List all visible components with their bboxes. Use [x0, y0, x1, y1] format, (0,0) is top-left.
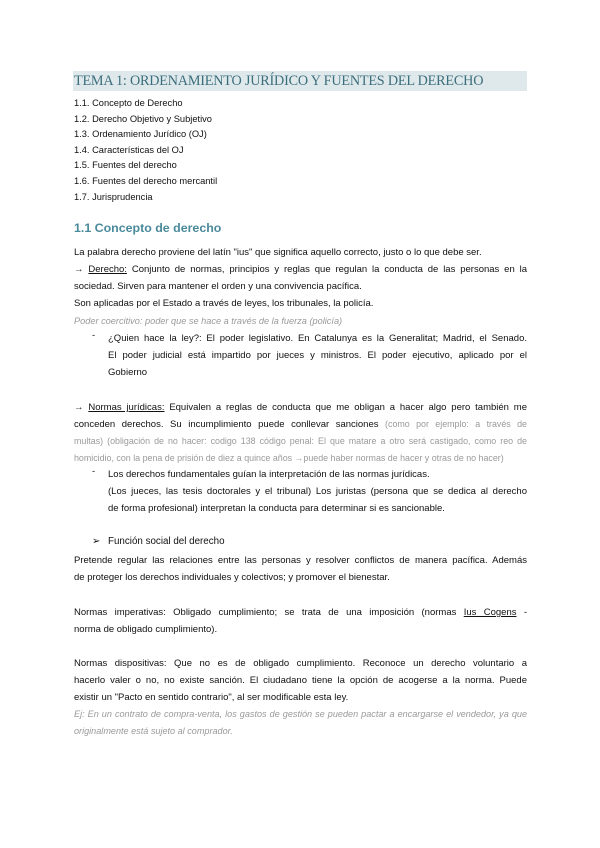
dispositivas-paragraph [74, 655, 527, 706]
normas-line-2-note: (como por ejemplo: a través de [385, 419, 527, 429]
derechos-line-1: Los derechos fundamentales guían la interpretación de las normas jurídicas. [108, 469, 430, 480]
imperativas-paragraph [74, 604, 527, 638]
normas-line-3: multas) (obligación de no hacer: codigo 138 código penal: El que matare a otro será castigado, como reo de [74, 436, 527, 446]
section-heading: 1.1 Concepto de derecho [74, 221, 222, 235]
normas-line-4: homicidio, con la pena de prisión de diez a quince años →puede haber normas de hacer y otras de no hacer) [74, 453, 504, 463]
imperativas-line-2: norma de obligado cumplimiento). [74, 624, 218, 635]
dash-bullet: - [92, 330, 96, 341]
quien-line-3: Gobierno [108, 367, 148, 378]
normas-line-1 [74, 399, 527, 416]
toc-item: 1.1. Concepto de Derecho [74, 98, 183, 108]
dispositivas-line-1: Normas dispositivas: Que no es de obligado cumplimiento. Reconoce un derecho voluntario a [74, 658, 527, 669]
arrowhead-bullet-icon: ➢ [92, 536, 101, 547]
intro-paragraph: La palabra derecho proviene del latín "ius" que significa aquello correcto, justo o lo que debe ser. [74, 247, 482, 258]
imperativas-text: Normas imperativas: Obligado cumplimiento; se trata de una imposición (normas [74, 607, 457, 618]
dash-bullet: - [92, 466, 96, 477]
ejemplo-note [74, 706, 527, 740]
page-title: TEMA 1: ORDENAMIENTO JURÍDICO Y FUENTES DEL DERECHO [74, 73, 484, 89]
toc-item: 1.2. Derecho Objetivo y Subjetivo [74, 113, 212, 124]
normas-term: Normas jurídicas: [88, 402, 165, 413]
normas-definition: Equivalen a reglas de conducta que me obligan a hacer algo pero también me [169, 402, 527, 413]
arrow-icon: → [74, 402, 84, 413]
funcion-social-paragraph [74, 552, 527, 586]
ejemplo-line-1: Ej: En un contrato de compra-venta, los gastos de gestión se pueden pactar a encargarse el vendedor, ya que [74, 709, 527, 719]
toc-item: 1.6. Fuentes del derecho mercantil [74, 175, 218, 186]
arrow-icon: → [74, 264, 84, 275]
ius-cogens: Ius Cogens [463, 607, 517, 618]
funcion-social-title: Función social del derecho [108, 536, 225, 547]
quien-hace-bullet [108, 330, 527, 381]
imperativas-dash: - [523, 607, 527, 618]
quien-line-1: ¿Quien hace la ley?: El poder legislativo. En Catalunya es la Generalitat; Madrid, el Senado. [108, 333, 527, 344]
toc-item: 1.5. Fuentes del derecho [74, 160, 177, 171]
derecho-paragraph [74, 261, 527, 295]
normas-line-2-text: conceden derechos. Su incumplimiento puede conllevar sanciones [74, 419, 379, 430]
normas-line-2 [74, 416, 527, 433]
dispositivas-line-2: hacerlo valer o no, no existe sanción. El ciudadano tiene la opción de acogerse a la norma. Puede [74, 675, 527, 686]
toc-item: 1.3. Ordenamiento Jurídico (OJ) [74, 129, 207, 140]
funcion-line-2: de proteger los derechos individuales y colectivos; y promover el bienestar. [74, 572, 390, 583]
derecho-line-1 [74, 261, 527, 278]
normas-juridicas-paragraph [74, 399, 527, 467]
derechos-fundamentales-bullet [108, 466, 527, 517]
table-of-contents [74, 96, 217, 205]
dispositivas-line-3: existir un "Pacto en sentido contrario", al ser modificable esta ley. [74, 692, 349, 703]
aplicadas-paragraph: Son aplicadas por el Estado a través de leyes, los tribunales, la policía. [74, 298, 374, 309]
derechos-line-3: de forma profesional) interpretan la conducta para determinar si es sancionable. [108, 503, 445, 514]
derecho-definition: Conjunto de normas, principios y reglas que regulan la conducta de las personas en la [131, 264, 528, 275]
funcion-line-1: Pretende regular las relaciones entre las personas y resolver conflictos de manera pacífica. Además [74, 555, 527, 566]
derecho-line-2: sociedad. Sirven para mantener el orden y una convivencia pacífica. [74, 281, 362, 292]
toc-item: 1.7. Jurisprudencia [74, 191, 153, 202]
ejemplo-line-2: originalmente está sujeto al comprador. [74, 726, 233, 736]
poder-coercitivo-note: Poder coercitivo: poder que se hace a través de la fuerza (policía) [74, 316, 343, 326]
toc-item: 1.4. Características del OJ [74, 144, 184, 155]
quien-line-2: El poder judicial está impartido por jueces y ministros. El poder ejecutivo, aplicado por el [108, 350, 527, 361]
imperativas-line-1 [74, 604, 527, 621]
derechos-line-2: (Los jueces, las tesis doctorales y el tribunal) Los juristas (persona que se dedica al derecho [108, 486, 527, 497]
derecho-term: Derecho: [88, 264, 127, 275]
